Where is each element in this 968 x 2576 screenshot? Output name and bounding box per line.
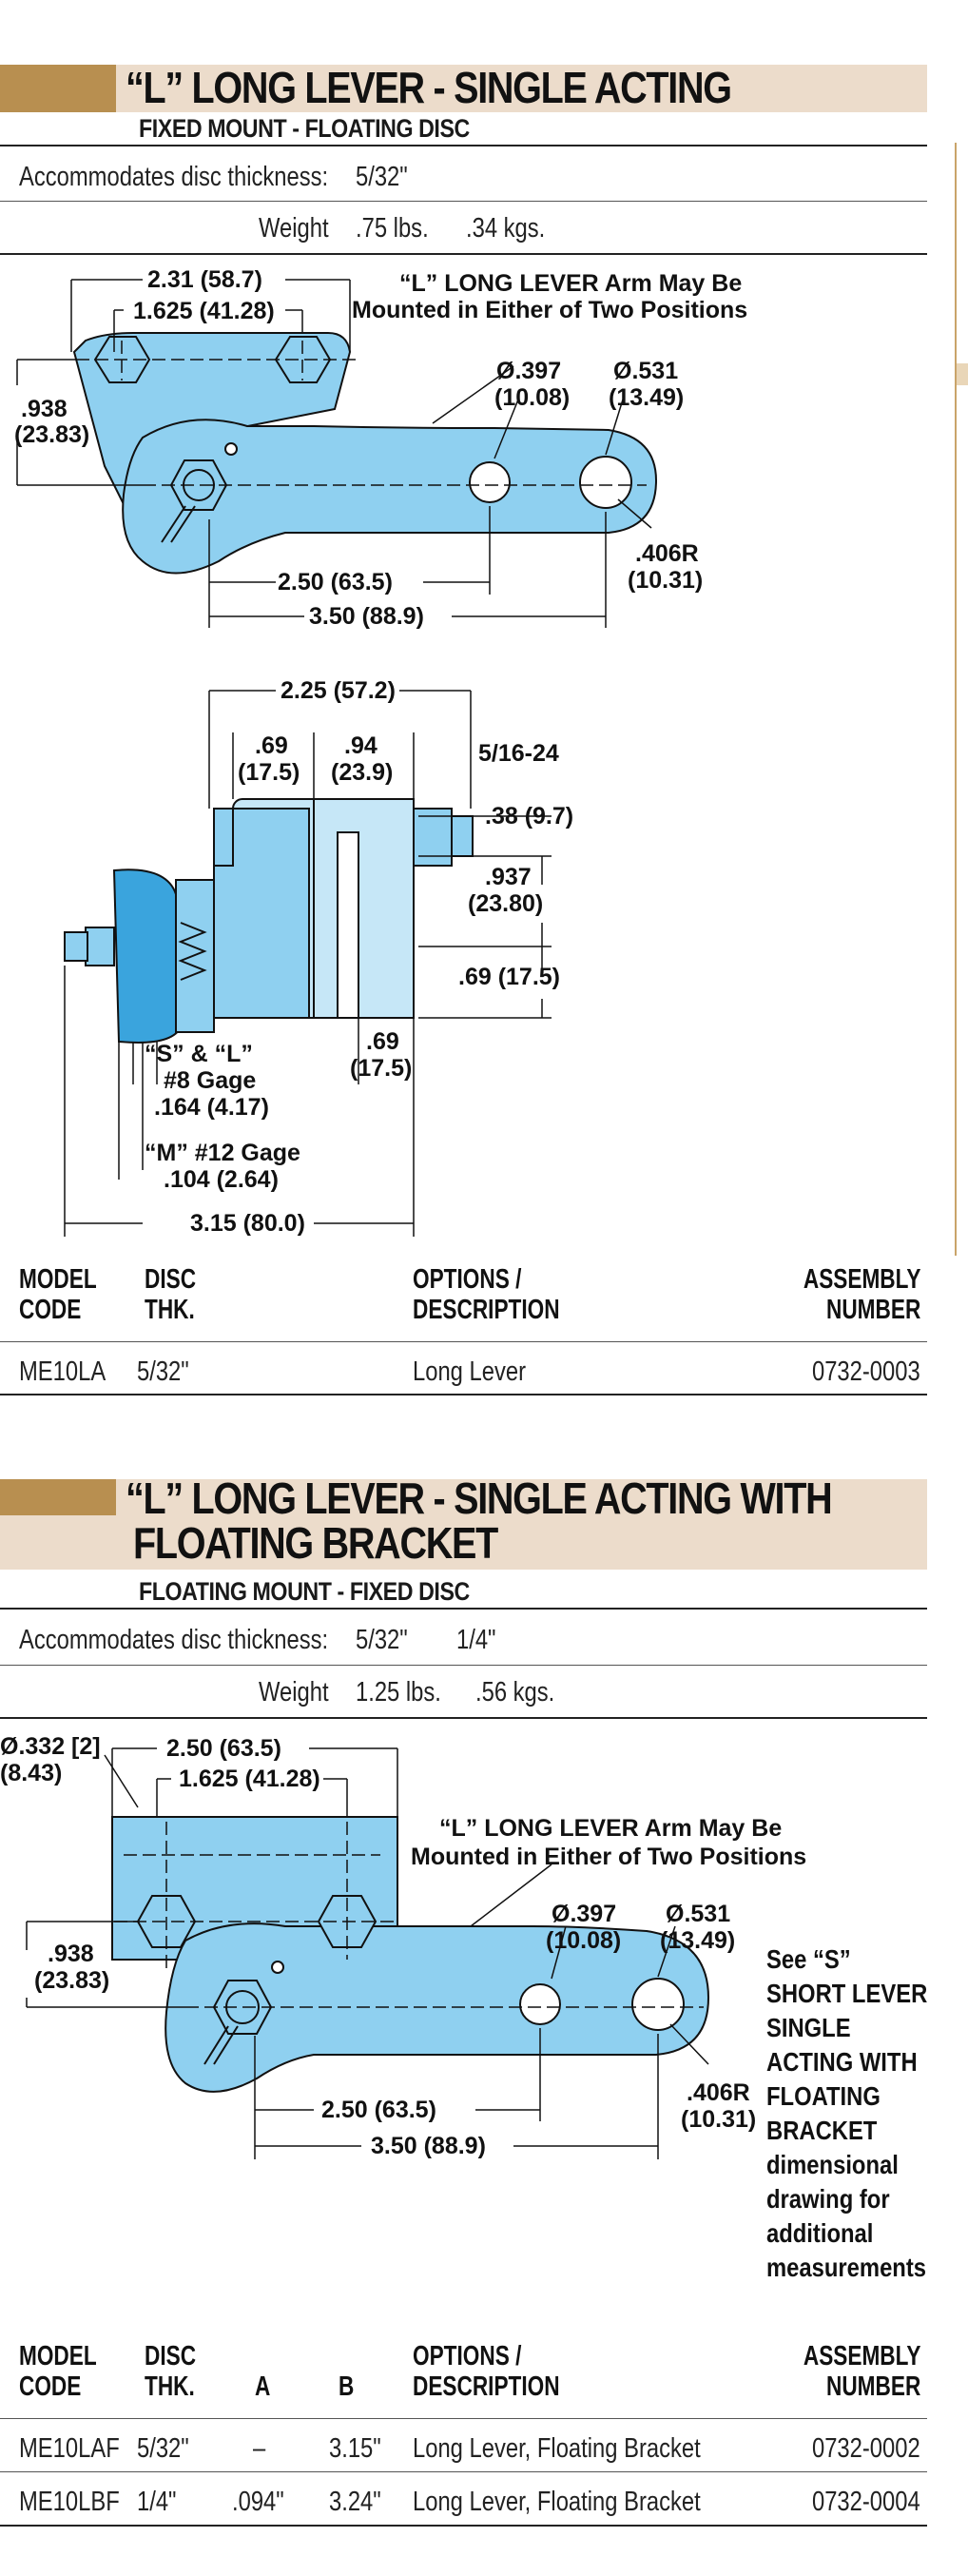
section1-top-view-drawing <box>0 257 951 637</box>
s2-row1-disc: 5/32" <box>137 2433 189 2464</box>
section1-weight-lbs: .75 lbs. <box>356 213 429 244</box>
s2-hole1b: (10.08) <box>546 1927 622 1954</box>
section1-title: “L” LONG LEVER - SINGLE ACTING <box>126 63 731 112</box>
s2-dim-d1: 2.50 (63.5) <box>166 1735 281 1762</box>
s2-table-rule-head <box>0 2418 927 2419</box>
s2-arm-note1: “L” LONG LEVER Arm May Be <box>439 1815 783 1842</box>
s2-th-asm2: NUMBER <box>825 2371 920 2402</box>
s1-th-disc2: THK. <box>145 1295 195 1325</box>
s1-row1-model: ME10LA <box>19 1356 106 1387</box>
hole-531-2 <box>632 1979 684 2030</box>
s1-side-w2a: .69 <box>255 732 288 759</box>
s1-side-t3: .69 (17.5) <box>458 964 561 990</box>
s2-table-rule-bottom <box>0 2525 927 2527</box>
s1-table-rule-head <box>0 1341 927 1342</box>
s2-th-b: B <box>339 2371 355 2402</box>
s1-dim-d5: 3.50 (88.9) <box>309 603 424 630</box>
s1-side-w3a: .94 <box>344 732 378 759</box>
s1-dim-d2: 1.625 (41.28) <box>133 298 275 324</box>
section1-rule-top <box>0 145 927 146</box>
s1-dim-d4: 2.50 (63.5) <box>278 569 393 595</box>
section1-rule-mid <box>0 201 927 202</box>
s2-dim-d4: 2.50 (63.5) <box>321 2097 436 2123</box>
section2-title-swatch <box>0 1479 116 1515</box>
s2-row2-disc: 1/4" <box>137 2487 177 2517</box>
s1-side-thread: 5/16-24 <box>478 740 559 767</box>
s2-th-model2: CODE <box>19 2371 82 2402</box>
s1-arm-note2: Mounted in Either of Two Positions <box>352 297 748 323</box>
s1-th-asm1: ASSEMBLY <box>803 1264 920 1295</box>
s2-dim-d5: 3.50 (88.9) <box>371 2133 486 2159</box>
s2-dim-d3a: .938 <box>48 1941 94 1967</box>
s1-hole1a: Ø.397 <box>496 358 562 384</box>
hole-397 <box>470 462 510 502</box>
s1-side-g5: .104 (2.64) <box>164 1166 279 1193</box>
section2-title-line2: FLOATING BRACKET <box>133 1518 497 1568</box>
section1-weight-kgs: .34 kgs. <box>466 213 546 244</box>
s1-hole1b: (10.08) <box>494 384 571 411</box>
section2-rule-bottom <box>0 1717 927 1719</box>
s1-row1-desc: Long Lever <box>413 1356 527 1387</box>
s2-row2-model: ME10LBF <box>19 2487 120 2517</box>
section2-disc-label: Accommodates disc thickness: <box>19 1625 329 1655</box>
section2-weight-lbs: 1.25 lbs. <box>356 1677 441 1708</box>
s2-hole1a: Ø.397 <box>552 1901 617 1927</box>
s1-side-t4a: .69 <box>366 1028 399 1055</box>
s1-arm-note1: “L” LONG LEVER Arm May Be <box>399 270 743 297</box>
section2-rule-mid <box>0 1665 927 1666</box>
s2-hole2a: Ø.531 <box>666 1901 731 1927</box>
s1-dim-d3b: (23.83) <box>14 421 90 448</box>
s1-dim-d3a: .938 <box>21 396 68 422</box>
s1-side-t2b: (23.80) <box>468 890 544 917</box>
s2-arm-note2: Mounted in Either of Two Positions <box>411 1844 807 1870</box>
s2-radius-b: (10.31) <box>681 2106 757 2133</box>
s1-side-t1: .38 (9.7) <box>485 803 574 829</box>
s2-hole2b: (13.49) <box>660 1927 736 1954</box>
s1-side-total: 3.15 (80.0) <box>190 1210 305 1237</box>
s1-side-t2a: .937 <box>485 864 532 890</box>
s2-hole-a: Ø.332 [2] <box>0 1733 101 1760</box>
hole-397-2 <box>520 1984 560 2024</box>
section2-weight-kgs: .56 kgs. <box>475 1677 555 1708</box>
s2-th-a: A <box>255 2371 271 2402</box>
section2-side-note: See “S” SHORT LEVER SINGLE ACTING WITH FLOATING BRACKET dimensional drawing for additional measurements <box>766 1944 928 2282</box>
s2-th-opt2: DESCRIPTION <box>413 2371 560 2402</box>
s1-side-w1: 2.25 (57.2) <box>281 677 396 704</box>
s1-th-model2: CODE <box>19 1295 82 1325</box>
s1-side-g1: “S” & “L” <box>145 1041 253 1067</box>
s2-row1-asm: 0732-0002 <box>812 2433 920 2464</box>
section1-disc-values: 5/32" <box>356 162 408 192</box>
s1-radius-a: .406R <box>635 540 699 567</box>
s1-side-g4: “M” #12 Gage <box>145 1140 300 1166</box>
section2-top-view-drawing <box>0 1722 807 2197</box>
section2-disc-value1: 5/32" <box>356 1625 408 1655</box>
s1-table-rule-bottom <box>0 1394 927 1395</box>
section2-title-line1: “L” LONG LEVER - SINGLE ACTING WITH <box>126 1473 832 1523</box>
page-edge-mark-top <box>955 143 968 1246</box>
s2-row2-desc: Long Lever, Floating Bracket <box>413 2487 701 2517</box>
s2-row2-a: .094" <box>232 2487 284 2517</box>
s2-th-asm1: ASSEMBLY <box>803 2341 920 2371</box>
s1-th-asm2: NUMBER <box>825 1295 920 1325</box>
s2-row1-model: ME10LAF <box>19 2433 120 2464</box>
s1-dim-d1: 2.31 (58.7) <box>147 266 262 293</box>
s2-dim-d2: 1.625 (41.28) <box>179 1766 320 1792</box>
s1-side-w2b: (17.5) <box>238 759 300 786</box>
s2-th-disc1: DISC <box>145 2341 197 2371</box>
s1-side-g3: .164 (4.17) <box>154 1094 269 1121</box>
s2-hole-b: (8.43) <box>0 1760 63 1786</box>
page-edge-line <box>955 143 957 1256</box>
s2-table-rule-row <box>0 2471 927 2472</box>
s1-hole2a: Ø.531 <box>613 358 679 384</box>
section1-rule-bottom <box>0 253 927 255</box>
s1-hole2b: (13.49) <box>609 384 685 411</box>
section1-title-swatch <box>0 65 116 112</box>
s2-row1-desc: Long Lever, Floating Bracket <box>413 2433 701 2464</box>
s2-radius-a: .406R <box>687 2079 750 2106</box>
s2-th-disc2: THK. <box>145 2371 195 2402</box>
s2-row1-b: 3.15" <box>329 2433 381 2464</box>
s1-th-model1: MODEL <box>19 1264 97 1295</box>
s1-th-disc1: DISC <box>145 1264 197 1295</box>
hole-531 <box>580 457 631 508</box>
s2-row2-asm: 0732-0004 <box>812 2487 920 2517</box>
section2-weight-label: Weight <box>259 1677 329 1708</box>
section1-subtitle: FIXED MOUNT - FLOATING DISC <box>139 114 470 143</box>
section2-subtitle: FLOATING MOUNT - FIXED DISC <box>139 1577 470 1606</box>
section1-side-view-drawing <box>0 666 951 1246</box>
section2-rule-top <box>0 1608 927 1610</box>
s2-row2-b: 3.24" <box>329 2487 381 2517</box>
s1-side-w3b: (23.9) <box>331 759 394 786</box>
s2-th-opt1: OPTIONS / <box>413 2341 522 2371</box>
section1-disc-label: Accommodates disc thickness: <box>19 162 329 192</box>
s1-th-opt1: OPTIONS / <box>413 1264 522 1295</box>
s1-row1-asm: 0732-0003 <box>812 1356 920 1387</box>
s2-th-model1: MODEL <box>19 2341 97 2371</box>
s1-radius-b: (10.31) <box>628 567 704 594</box>
s1-side-t4b: (17.5) <box>350 1055 413 1082</box>
s2-row1-a: – <box>253 2433 266 2464</box>
s1-side-g2: #8 Gage <box>164 1067 257 1094</box>
s1-th-opt2: DESCRIPTION <box>413 1295 560 1325</box>
section1-weight-label: Weight <box>259 213 329 244</box>
section2-disc-value2: 1/4" <box>456 1625 496 1655</box>
disc-pad <box>114 869 181 1043</box>
s1-row1-disc: 5/32" <box>137 1356 189 1387</box>
s2-dim-d3b: (23.83) <box>34 1967 110 1994</box>
